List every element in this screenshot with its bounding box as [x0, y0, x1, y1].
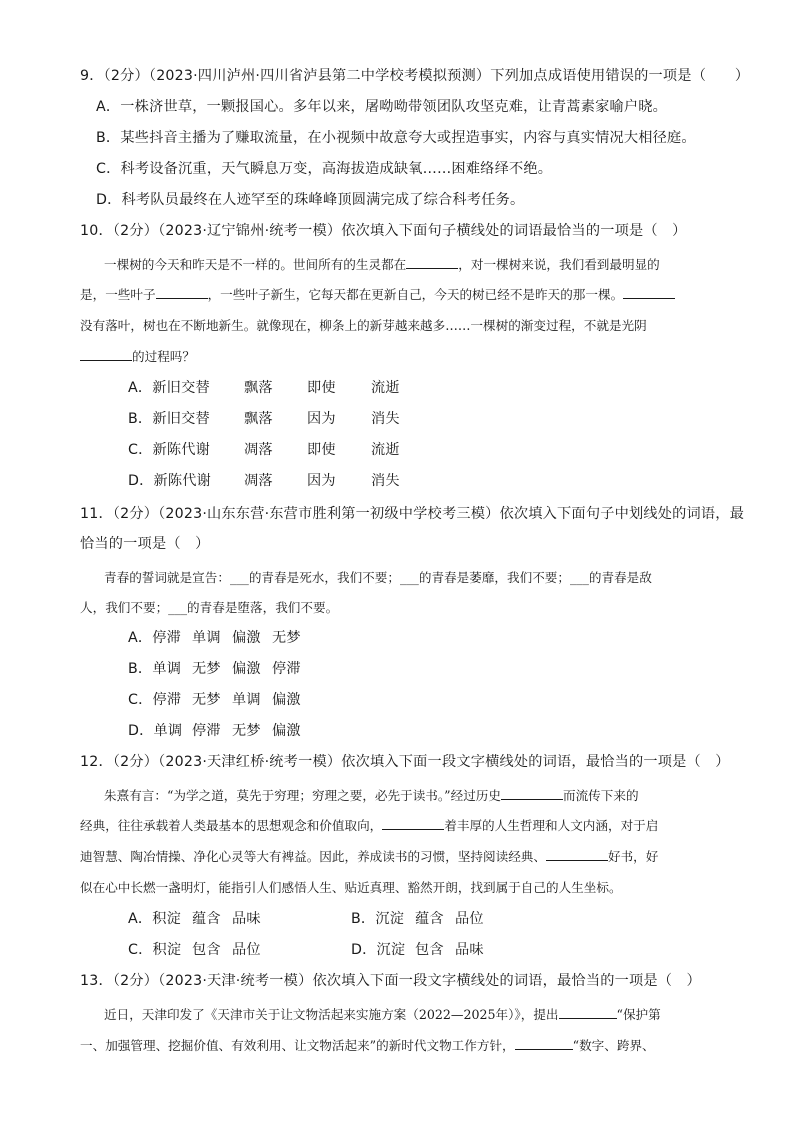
question-13-passage-line-1	[104, 1005, 744, 1025]
answer-blank	[382, 816, 444, 830]
question-9-option-b: B．某些抖音主播为了赚取流量，在小视频中故意夸大或捏造事实，内容与真实情况大相径庭。	[96, 130, 696, 146]
question-11-head-line-1: 11．（2分）（2023·山东东营·东营市胜利第一初级中学校考三模）依次填入下面句子中划线处的词语，最	[80, 506, 745, 522]
option-term: 无梦	[192, 692, 221, 708]
passage-text: 好书，好	[607, 849, 659, 864]
option-term: 品味	[232, 911, 261, 927]
answer-blank	[546, 847, 608, 861]
option-term: 无梦	[232, 723, 261, 739]
question-11-passage-line-2: 人，我们不要；___的青春是堕落，我们不要。	[80, 600, 339, 615]
passage-text: 朱熹有言：“为学之道，莫先于穷理；穷理之要，必先于读书。”经过历史	[104, 788, 501, 803]
option-term: D．新陈代谢	[128, 473, 212, 489]
option-term: 消失	[371, 473, 400, 489]
answer-blank	[515, 1036, 573, 1050]
passage-text: 迪智慧、陶冶情操、净化心灵等大有裨益。因此，养成读书的习惯，坚持阅读经典、	[80, 849, 546, 864]
question-10-passage-line-4	[80, 347, 720, 367]
answer-blank	[559, 1005, 617, 1019]
option-term: A．停滞	[128, 630, 182, 646]
option-term: 偏激	[272, 723, 301, 739]
option-term: 无梦	[272, 630, 301, 646]
passage-text: “数字、跨界、	[572, 1038, 655, 1053]
answer-blank	[501, 786, 563, 800]
question-9-head: 9．（2分）（2023·四川泸州·四川省泸县第二中学校考模拟预测）下列加点成语使用错误的一项是（ ）	[80, 68, 750, 84]
option-term: 包含	[192, 942, 221, 958]
question-10-option-b	[128, 409, 400, 429]
option-term: 品位	[455, 911, 484, 927]
question-11-option-a	[128, 628, 301, 648]
question-12-option-b	[351, 909, 484, 929]
question-12-passage-line-1	[104, 786, 744, 806]
answer-blank	[156, 285, 208, 299]
option-term: 偏激	[232, 661, 261, 677]
passage-text: 着丰厚的人生哲理和人文内涵，对于启	[444, 818, 659, 833]
option-term: A．新旧交替	[128, 380, 210, 396]
passage-text: ，对一棵树来说，我们看到最明显的	[458, 257, 660, 272]
question-12-passage-line-3	[80, 847, 720, 867]
passage-text: 而流传下来的	[562, 788, 639, 803]
option-term: 凋落	[244, 442, 273, 458]
passage-text: 一、加强管理、挖掘价值、有效利用、让文物活起来”的新时代文物工作方针，	[80, 1038, 515, 1053]
question-10-option-a	[128, 378, 400, 398]
option-term: 品味	[455, 942, 484, 958]
option-term: D．沉淀	[351, 942, 406, 958]
question-12-option-c	[128, 940, 261, 960]
option-term: 停滞	[192, 723, 221, 739]
question-12-passage-line-4: 似在心中长燃一盏明灯，能指引人们感悟人生、贴近真理、豁然开朗，找到属于自己的人生坐标。	[80, 880, 622, 895]
option-term: 因为	[307, 411, 336, 427]
question-11-option-c	[128, 690, 301, 710]
option-term: C．积淀	[128, 942, 182, 958]
option-term: A．积淀	[128, 911, 182, 927]
option-term: B．单调	[128, 661, 182, 677]
question-10-head: 10．（2分）（2023·辽宁锦州·统考一模）依次填入下面句子横线处的词语最恰当的一项是（ ）	[80, 223, 687, 239]
option-term: 单调	[232, 692, 261, 708]
question-9-option-d: D．科考队员最终在人迹罕至的珠峰峰顶圆满完成了综合科考任务。	[96, 192, 525, 208]
question-11-head-line-2: 恰当的一项是（ ）	[80, 536, 210, 552]
question-13-head: 13．（2分）（2023·天津·统考一模）依次填入下面一段文字横线处的词语，最恰当的一项是（ ）	[80, 973, 701, 989]
option-term: 无梦	[192, 661, 221, 677]
option-term: B．新旧交替	[128, 411, 210, 427]
question-12-option-a	[128, 909, 261, 929]
option-term: 单调	[192, 630, 221, 646]
question-12-head: 12．（2分）（2023·天津红桥·统考一模）依次填入下面一段文字横线处的词语，最恰当的一项是（ ）	[80, 754, 730, 770]
passage-text: 的过程吗？	[132, 349, 195, 364]
question-10-option-c	[128, 440, 400, 460]
option-term: 偏激	[232, 630, 261, 646]
passage-text: 经典，往往承载着人类最基本的思想观念和价值取向，	[80, 818, 383, 833]
option-term: D．单调	[128, 723, 183, 739]
option-term: 流逝	[371, 442, 400, 458]
passage-text: 近日，天津印发了《天津市关于让文物活起来实施方案（2022—2025年）》，提出	[104, 1007, 559, 1022]
answer-blank	[623, 285, 675, 299]
question-10-passage-line-3: 没有落叶，树也在不断地新生。就像现在，柳条上的新芽越来越多……一棵树的渐变过程，不就是光阴	[80, 318, 647, 333]
option-term: B．沉淀	[351, 911, 405, 927]
option-term: 停滞	[272, 661, 301, 677]
passage-text: 是，一些叶子	[80, 287, 156, 302]
option-term: 品位	[232, 942, 261, 958]
question-12-option-d	[351, 940, 484, 960]
option-term: 流逝	[371, 380, 400, 396]
question-10-option-d	[128, 471, 400, 491]
passage-text: ，一些叶子新生，它每天都在更新自己，今天的树已经不是昨天的那一棵。	[207, 287, 624, 302]
option-term: 凋落	[244, 473, 273, 489]
option-term: 即使	[307, 442, 336, 458]
option-term: C．停滞	[128, 692, 182, 708]
passage-text: “保护第	[616, 1007, 661, 1022]
option-term: 蕴含	[192, 911, 221, 927]
answer-blank	[406, 255, 458, 269]
option-term: 飘落	[244, 411, 273, 427]
passage-text: 一棵树的今天和昨天是不一样的。世间所有的生灵都在	[104, 257, 407, 272]
option-term: 偏激	[272, 692, 301, 708]
question-12-passage-line-2	[80, 816, 720, 836]
option-term: 消失	[371, 411, 400, 427]
option-term: 即使	[307, 380, 336, 396]
question-9-option-a: A．一株济世草，一颗报国心。多年以来，屠呦呦带领团队攻坚克难，让青蒿素家喻户晓。	[96, 99, 668, 115]
question-10-passage-line-1	[104, 255, 744, 275]
option-term: 包含	[415, 942, 444, 958]
answer-blank	[80, 347, 132, 361]
question-11-option-d	[128, 721, 301, 741]
option-term: C．新陈代谢	[128, 442, 211, 458]
question-10-passage-line-2	[80, 285, 720, 305]
option-term: 蕴含	[415, 911, 444, 927]
question-9-option-c: C．科考设备沉重，天气瞬息万变，高海拔造成缺氧……困难络绎不绝。	[96, 161, 553, 177]
option-term: 因为	[307, 473, 336, 489]
question-13-passage-line-2	[80, 1036, 720, 1056]
question-11-option-b	[128, 659, 301, 679]
question-11-passage-line-1: 青春的誓词就是宣告：___的青春是死水，我们不要；___的青春是萎靡，我们不要；___的青春是敌	[104, 570, 652, 585]
option-term: 飘落	[244, 380, 273, 396]
